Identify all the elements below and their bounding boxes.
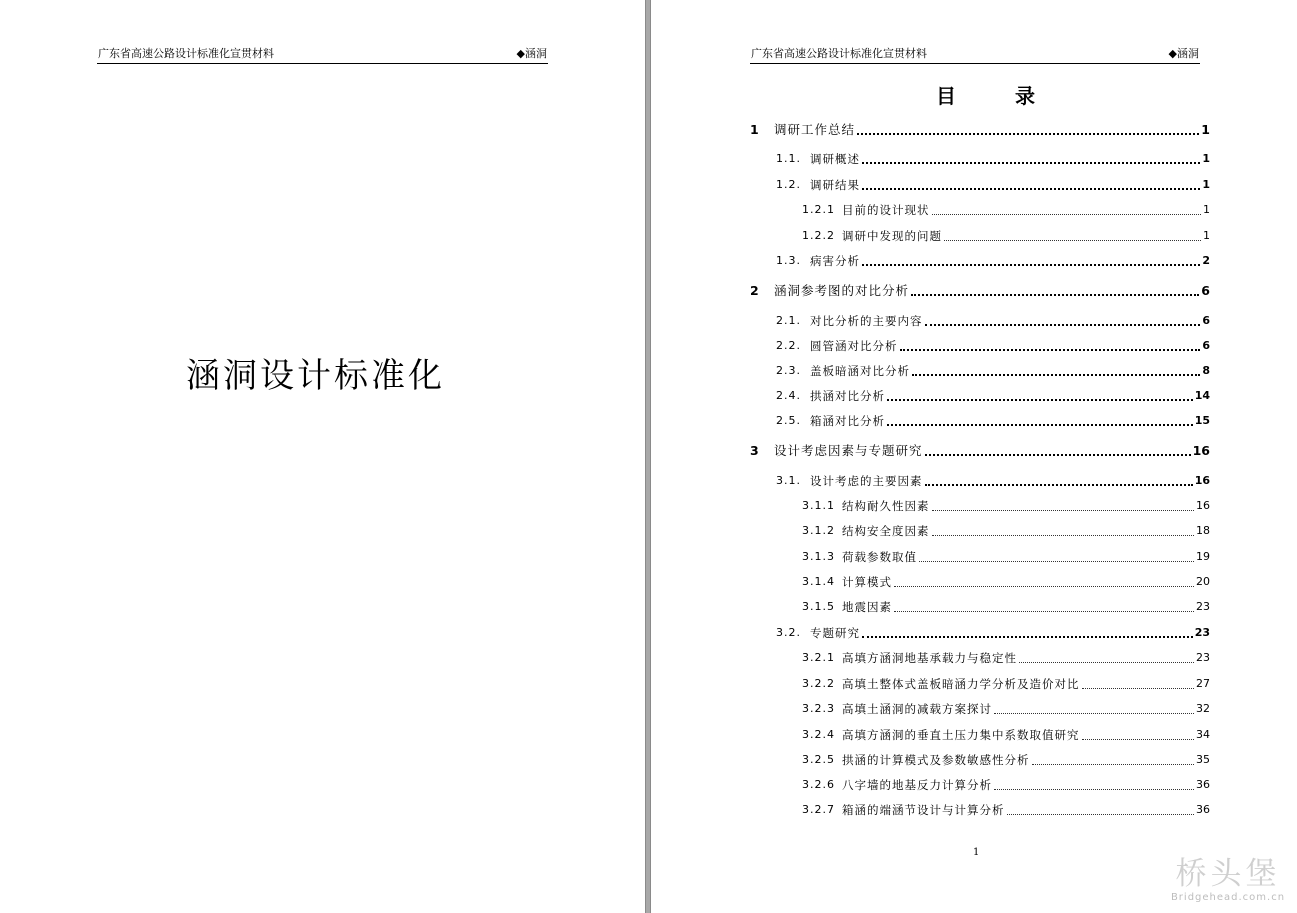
toc-entry-number: 3.2.1	[802, 651, 835, 664]
toc-entry-page: 36	[1196, 778, 1210, 791]
toc-entry-page: 15	[1194, 414, 1210, 427]
toc-entry[interactable]	[776, 625, 1210, 641]
toc-entry-title: 调研结果	[810, 178, 860, 192]
toc-dot-leader	[887, 424, 1193, 426]
toc-dot-leader	[862, 162, 1200, 164]
toc-entry-title: 结构耐久性因素	[842, 499, 930, 513]
toc-entry[interactable]	[802, 202, 1210, 218]
toc-dot-leader	[1032, 764, 1194, 765]
toc-entry-number: 3.1.2	[802, 524, 835, 537]
toc-dot-leader	[912, 374, 1200, 376]
toc-dot-leader	[1007, 814, 1194, 815]
toc-dot-leader	[919, 561, 1194, 562]
toc-entry-title: 调研中发现的问题	[842, 229, 942, 243]
header-title: 广东省高速公路设计标准化宣贯材料	[98, 47, 274, 60]
running-header	[97, 47, 548, 64]
toc-dot-leader	[994, 713, 1194, 714]
header-title: 广东省高速公路设计标准化宣贯材料	[751, 47, 927, 60]
toc-entry-number: 3.2.7	[802, 803, 835, 816]
toc-entry[interactable]	[802, 777, 1210, 793]
toc-entry-page: 16	[1192, 443, 1210, 458]
toc-entry-title: 箱涵的端涵节设计与计算分析	[842, 803, 1005, 817]
toc-entry-page: 14	[1194, 389, 1210, 402]
toc-entry[interactable]	[776, 413, 1210, 429]
toc-entry-page: 1	[1201, 122, 1210, 137]
toc-dot-leader	[1082, 688, 1194, 689]
toc-entry[interactable]	[802, 676, 1210, 692]
toc-dot-leader	[925, 484, 1193, 486]
running-header	[750, 47, 1200, 64]
toc-entry-number: 1.3.	[776, 254, 801, 267]
toc-entry[interactable]	[802, 650, 1210, 666]
toc-entry-page: 1	[1203, 229, 1210, 242]
toc-entry-number: 1.1.	[776, 152, 801, 165]
toc-entry-number: 3.1.3	[802, 550, 835, 563]
toc-entry-title: 拱涵对比分析	[810, 389, 885, 403]
toc-entry-page: 23	[1196, 651, 1210, 664]
toc-entry-number: 3	[750, 443, 760, 458]
toc-entry-title: 八字墙的地基反力计算分析	[842, 778, 992, 792]
toc-entry-title: 拱涵的计算模式及参数敏感性分析	[842, 753, 1030, 767]
toc-entry-title: 高填土整体式盖板暗涵力学分析及造价对比	[842, 677, 1080, 691]
header-section: ◆涵洞	[516, 47, 547, 60]
toc-entry-page: 23	[1194, 626, 1210, 639]
toc-entry-number: 3.2.	[776, 626, 801, 639]
toc-entry-page: 16	[1194, 474, 1210, 487]
toc-dot-leader	[887, 399, 1193, 401]
toc-dot-leader	[862, 264, 1200, 266]
toc-entry[interactable]	[802, 523, 1210, 539]
toc-entry-number: 3.1.1	[802, 499, 835, 512]
toc-entry-page: 8	[1202, 364, 1210, 377]
toc-dot-leader	[994, 789, 1194, 790]
toc-entry-title: 设计考虑的主要因素	[810, 474, 923, 488]
page-number: 1	[973, 847, 980, 858]
toc-entry-page: 1	[1202, 178, 1210, 191]
page-divider	[642, 0, 654, 913]
toc-entry-number: 2.3.	[776, 364, 801, 377]
toc-entry[interactable]	[750, 443, 1210, 459]
toc-entry-page: 1	[1203, 203, 1210, 216]
toc-entry-number: 2.1.	[776, 314, 801, 327]
header-section: ◆涵洞	[1168, 47, 1199, 60]
toc-entry-number: 2.4.	[776, 389, 801, 402]
page-divider-bar	[645, 0, 651, 913]
toc-entry-title: 高填土涵洞的减载方案探讨	[842, 702, 992, 716]
document-page-left	[0, 0, 642, 913]
toc-entry[interactable]	[802, 752, 1210, 768]
toc-dot-leader	[900, 349, 1200, 351]
toc-entry[interactable]	[802, 802, 1210, 818]
toc-dot-leader	[894, 611, 1194, 612]
toc-entry-page: 34	[1196, 728, 1210, 741]
toc-entry-title: 荷载参数取值	[842, 550, 917, 564]
toc-entry-number: 3.1.4	[802, 575, 835, 588]
toc-entry-number: 1.2.	[776, 178, 801, 191]
cover-title: 涵洞设计标准化	[186, 356, 445, 396]
toc-entry[interactable]	[802, 574, 1210, 590]
toc-dot-leader	[932, 535, 1194, 536]
toc-entry[interactable]	[776, 313, 1210, 329]
toc-dot-leader	[932, 510, 1194, 511]
toc-entry[interactable]	[776, 177, 1210, 193]
toc-dot-leader	[862, 636, 1193, 638]
toc-entry-title: 对比分析的主要内容	[810, 314, 923, 328]
watermark	[1170, 856, 1286, 904]
toc-entry-title: 计算模式	[842, 575, 892, 589]
watermark-logo: 桥头堡	[1175, 856, 1281, 892]
toc-entry-number: 1	[750, 122, 760, 137]
toc-entry-title: 设计考虑因素与专题研究	[774, 443, 923, 458]
toc-entry-title: 结构安全度因素	[842, 524, 930, 538]
toc-entry-title: 调研工作总结	[774, 122, 856, 137]
toc-entry[interactable]	[776, 363, 1210, 379]
toc-entry-title: 目前的设计现状	[842, 203, 930, 217]
toc-entry[interactable]	[750, 122, 1210, 138]
document-page-right	[654, 0, 1297, 913]
toc-dot-leader	[911, 294, 1199, 296]
toc-entry-number: 3.2.5	[802, 753, 835, 766]
toc-entry-title: 调研概述	[810, 152, 860, 166]
toc-entry[interactable]	[776, 388, 1210, 404]
toc-entry[interactable]	[776, 253, 1210, 269]
toc-entry-page: 36	[1196, 803, 1210, 816]
toc-entry-title: 高填方涵洞地基承载力与稳定性	[842, 651, 1017, 665]
toc-entry-title: 盖板暗涵对比分析	[810, 364, 910, 378]
toc-entry-title: 地震因素	[842, 600, 892, 614]
toc-entry-title: 专题研究	[810, 626, 860, 640]
toc-entry[interactable]	[776, 473, 1210, 489]
toc-dot-leader	[925, 324, 1200, 326]
toc-entry-page: 20	[1196, 575, 1210, 588]
toc-dot-leader	[862, 188, 1200, 190]
toc-entry-page: 6	[1202, 314, 1210, 327]
toc-entry[interactable]	[802, 228, 1210, 244]
toc-entry-number: 3.1.5	[802, 600, 835, 613]
toc-entry-title: 箱涵对比分析	[810, 414, 885, 428]
toc-entry-page: 32	[1196, 702, 1210, 715]
toc-entry-page: 2	[1202, 254, 1210, 267]
toc-entry-page: 1	[1202, 152, 1210, 165]
toc-entry-number: 2	[750, 283, 760, 298]
toc-entry-number: 3.1.	[776, 474, 801, 487]
watermark-domain: Bridgehead.com.cn	[1170, 892, 1286, 903]
toc-entry-title: 病害分析	[810, 254, 860, 268]
toc-dot-leader	[932, 214, 1201, 215]
toc-entry-page: 35	[1196, 753, 1210, 766]
toc-entry-page: 6	[1201, 283, 1210, 298]
toc-entry-number: 2.5.	[776, 414, 801, 427]
toc-entry[interactable]	[776, 338, 1210, 354]
toc-entry[interactable]	[802, 549, 1210, 565]
toc-entry-page: 23	[1196, 600, 1210, 613]
toc-entry-page: 6	[1202, 339, 1210, 352]
toc-entry[interactable]	[802, 599, 1210, 615]
toc-entry-number: 3.2.2	[802, 677, 835, 690]
toc-entry[interactable]	[776, 151, 1210, 167]
toc-entry-page: 16	[1196, 499, 1210, 512]
toc-entry-title: 圆管涵对比分析	[810, 339, 898, 353]
toc-entry[interactable]	[802, 727, 1210, 743]
toc-dot-leader	[1082, 739, 1194, 740]
toc-entry[interactable]	[802, 701, 1210, 717]
toc-dot-leader	[857, 133, 1199, 135]
toc-entry[interactable]	[802, 498, 1210, 514]
toc-dot-leader	[1019, 662, 1194, 663]
toc-entry-page: 27	[1196, 677, 1210, 690]
toc-dot-leader	[894, 586, 1194, 587]
toc-entry-title: 高填方涵洞的垂直土压力集中系数取值研究	[842, 728, 1080, 742]
toc-heading: 目 录	[936, 84, 1061, 108]
toc-entry-page: 19	[1196, 550, 1210, 563]
toc-entry-title: 涵洞参考图的对比分析	[774, 283, 910, 298]
toc-entry-number: 3.2.4	[802, 728, 835, 741]
toc-entry-number: 2.2.	[776, 339, 801, 352]
toc-entry-number: 1.2.1	[802, 203, 835, 216]
toc-entry-number: 3.2.6	[802, 778, 835, 791]
toc-entry[interactable]	[750, 283, 1210, 299]
toc-entry-number: 3.2.3	[802, 702, 835, 715]
toc-dot-leader	[925, 454, 1191, 456]
toc-entry-number: 1.2.2	[802, 229, 835, 242]
toc-entry-page: 18	[1196, 524, 1210, 537]
toc-dot-leader	[944, 240, 1201, 241]
